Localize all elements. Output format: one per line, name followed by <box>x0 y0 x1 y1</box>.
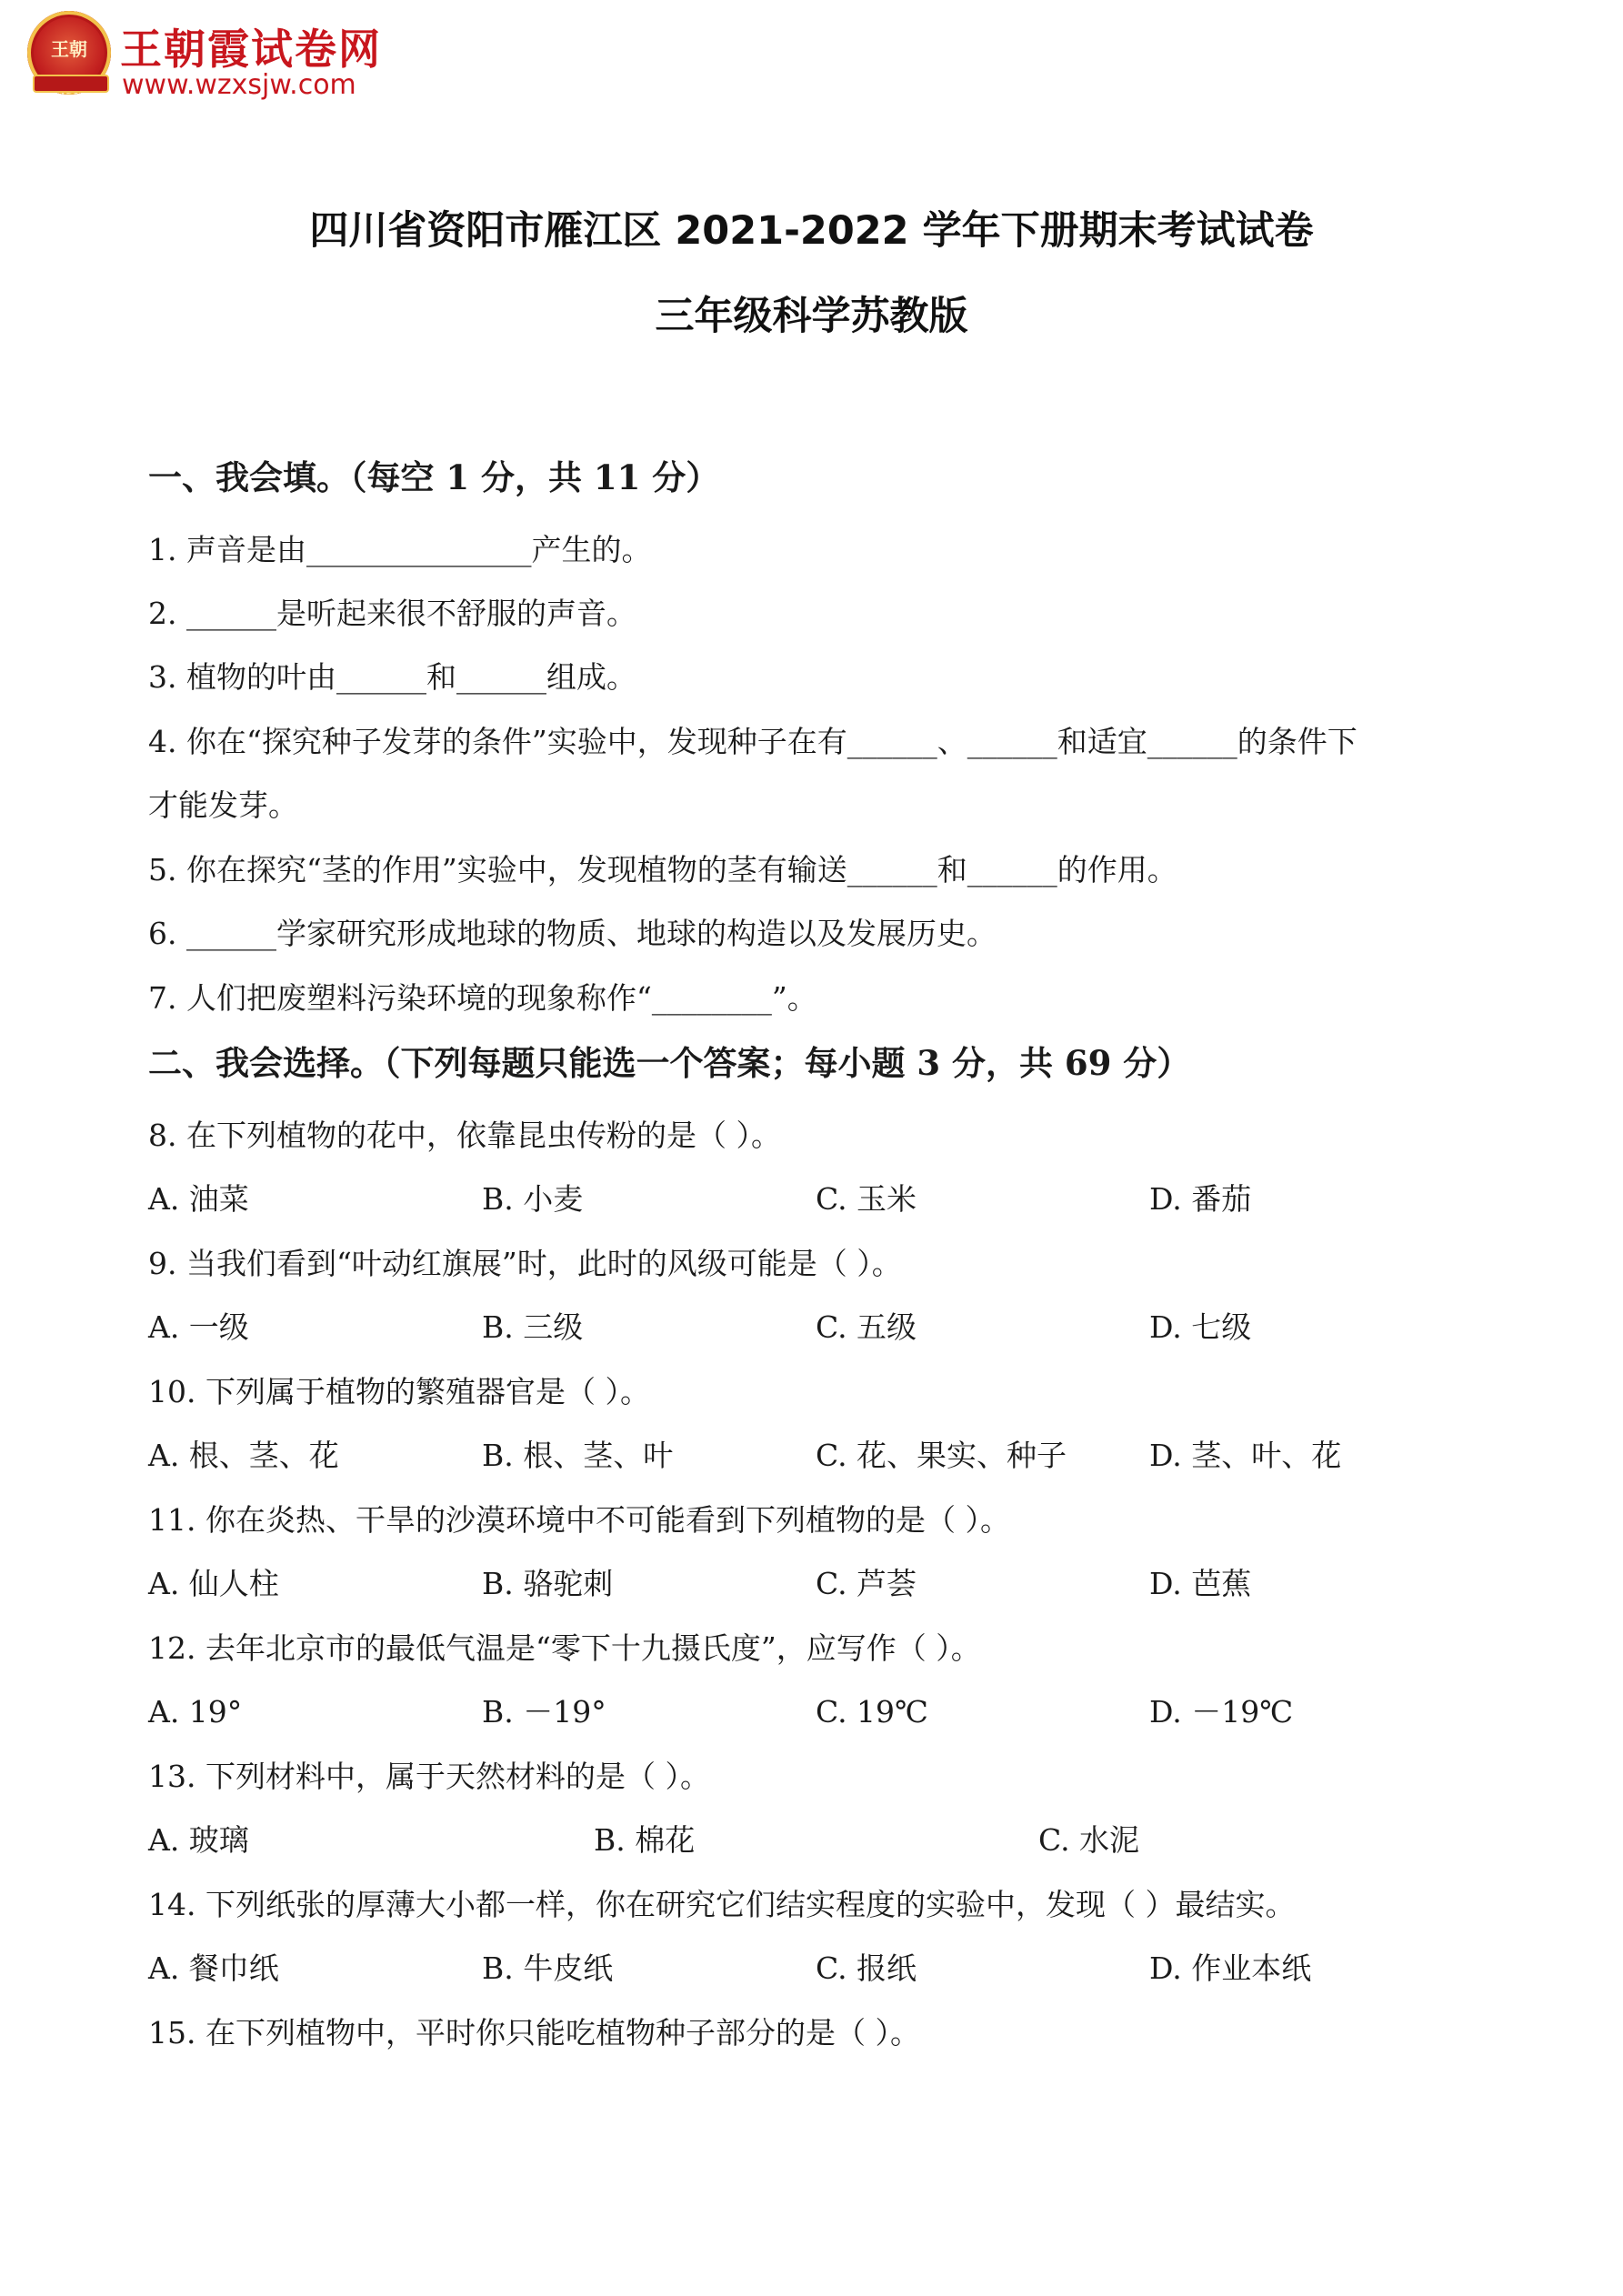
q10-option-b: B. 根、茎、叶 <box>482 1438 674 1473</box>
question-9: 9. 当我们看到“叶动红旗展”时，此时的风级可能是（ ）。 <box>148 1246 902 1281</box>
question-2: 2. ______是听起来很不舒服的声音。 <box>148 596 636 631</box>
q8-option-c: C. 玉米 <box>816 1181 917 1217</box>
q13-option-a: A. 玻璃 <box>148 1822 249 1858</box>
question-11: 11. 你在炎热、干旱的沙漠环境中不可能看到下列植物的是（ ）。 <box>148 1502 1010 1538</box>
q12-option-a: A. 19° <box>148 1694 243 1730</box>
q12-option-b: B. －19° <box>482 1694 606 1730</box>
question-7: 7. 人们把废塑料污染环境的现象称作“________”。 <box>148 980 817 1016</box>
q14-option-b: B. 牛皮纸 <box>482 1950 614 1986</box>
question-6: 6. ______学家研究形成地球的物质、地球的构造以及发展历史。 <box>148 916 997 951</box>
seal-text: 王朝 <box>51 38 87 60</box>
q10-option-c: C. 花、果实、种子 <box>816 1438 1067 1473</box>
section-2-heading: 二、我会选择。（下列每题只能选一个答案；每小题 3 分，共 69 分） <box>148 1043 1191 1083</box>
q10-option-a: A. 根、茎、花 <box>148 1438 339 1473</box>
question-4: 4. 你在“探究种子发芽的条件”实验中，发现种子在有______、______和适宜______的条件下 <box>148 724 1358 759</box>
seal-ribbon <box>33 75 109 93</box>
q11-option-d: D. 芭蕉 <box>1149 1566 1252 1601</box>
q8-option-a: A. 油菜 <box>148 1181 249 1217</box>
brand-name: 王朝霞试卷网 <box>120 25 382 74</box>
q14-option-c: C. 报纸 <box>816 1950 917 1986</box>
question-13: 13. 下列材料中，属于天然材料的是（ ）。 <box>148 1759 710 1794</box>
question-15: 15. 在下列植物中，平时你只能吃植物种子部分的是（ ）。 <box>148 2015 920 2050</box>
question-3: 3. 植物的叶由______和______组成。 <box>148 659 636 695</box>
q14-option-a: A. 餐巾纸 <box>148 1950 279 1986</box>
question-14: 14. 下列纸张的厚薄大小都一样，你在研究它们结实程度的实验中，发现（ ）最结实。 <box>148 1887 1296 1922</box>
question-4-continued: 才能发芽。 <box>148 787 298 823</box>
q11-option-c: C. 芦荟 <box>816 1566 917 1601</box>
question-10: 10. 下列属于植物的繁殖器官是（ ）。 <box>148 1374 650 1409</box>
q12-option-d: D. －19℃ <box>1149 1694 1294 1730</box>
question-1: 1. 声音是由_______________产生的。 <box>148 532 652 567</box>
q9-option-c: C. 五级 <box>816 1309 917 1345</box>
q11-option-a: A. 仙人柱 <box>148 1566 279 1601</box>
question-5: 5. 你在探究“茎的作用”实验中，发现植物的茎有输送______和______的作用。 <box>148 852 1177 887</box>
q10-option-d: D. 茎、叶、花 <box>1149 1438 1342 1473</box>
q13-option-b: B. 棉花 <box>594 1822 696 1858</box>
exam-subtitle: 三年级科学苏教版 <box>655 294 968 339</box>
question-8: 8. 在下列植物的花中，依靠昆虫传粉的是（ ）。 <box>148 1118 781 1153</box>
q11-option-b: B. 骆驼刺 <box>482 1566 614 1601</box>
brand-url: www.wzxsjw.com <box>122 69 356 101</box>
exam-title: 四川省资阳市雁江区 2021-2022 学年下册期末考试试卷 <box>309 208 1314 254</box>
site-header <box>27 11 409 102</box>
section-1-heading: 一、我会填。（每空 1 分，共 11 分） <box>148 457 720 497</box>
q13-option-c: C. 水泥 <box>1038 1822 1140 1858</box>
q9-option-a: A. 一级 <box>148 1309 249 1345</box>
question-12: 12. 去年北京市的最低气温是“零下十九摄氏度”，应写作（ ）。 <box>148 1630 981 1666</box>
q9-option-d: D. 七级 <box>1149 1309 1252 1345</box>
q8-option-d: D. 番茄 <box>1149 1181 1252 1217</box>
q14-option-d: D. 作业本纸 <box>1149 1950 1312 1986</box>
q12-option-c: C. 19℃ <box>816 1694 928 1730</box>
q9-option-b: B. 三级 <box>482 1309 584 1345</box>
q8-option-b: B. 小麦 <box>482 1181 584 1217</box>
brand-seal-logo <box>27 11 111 95</box>
